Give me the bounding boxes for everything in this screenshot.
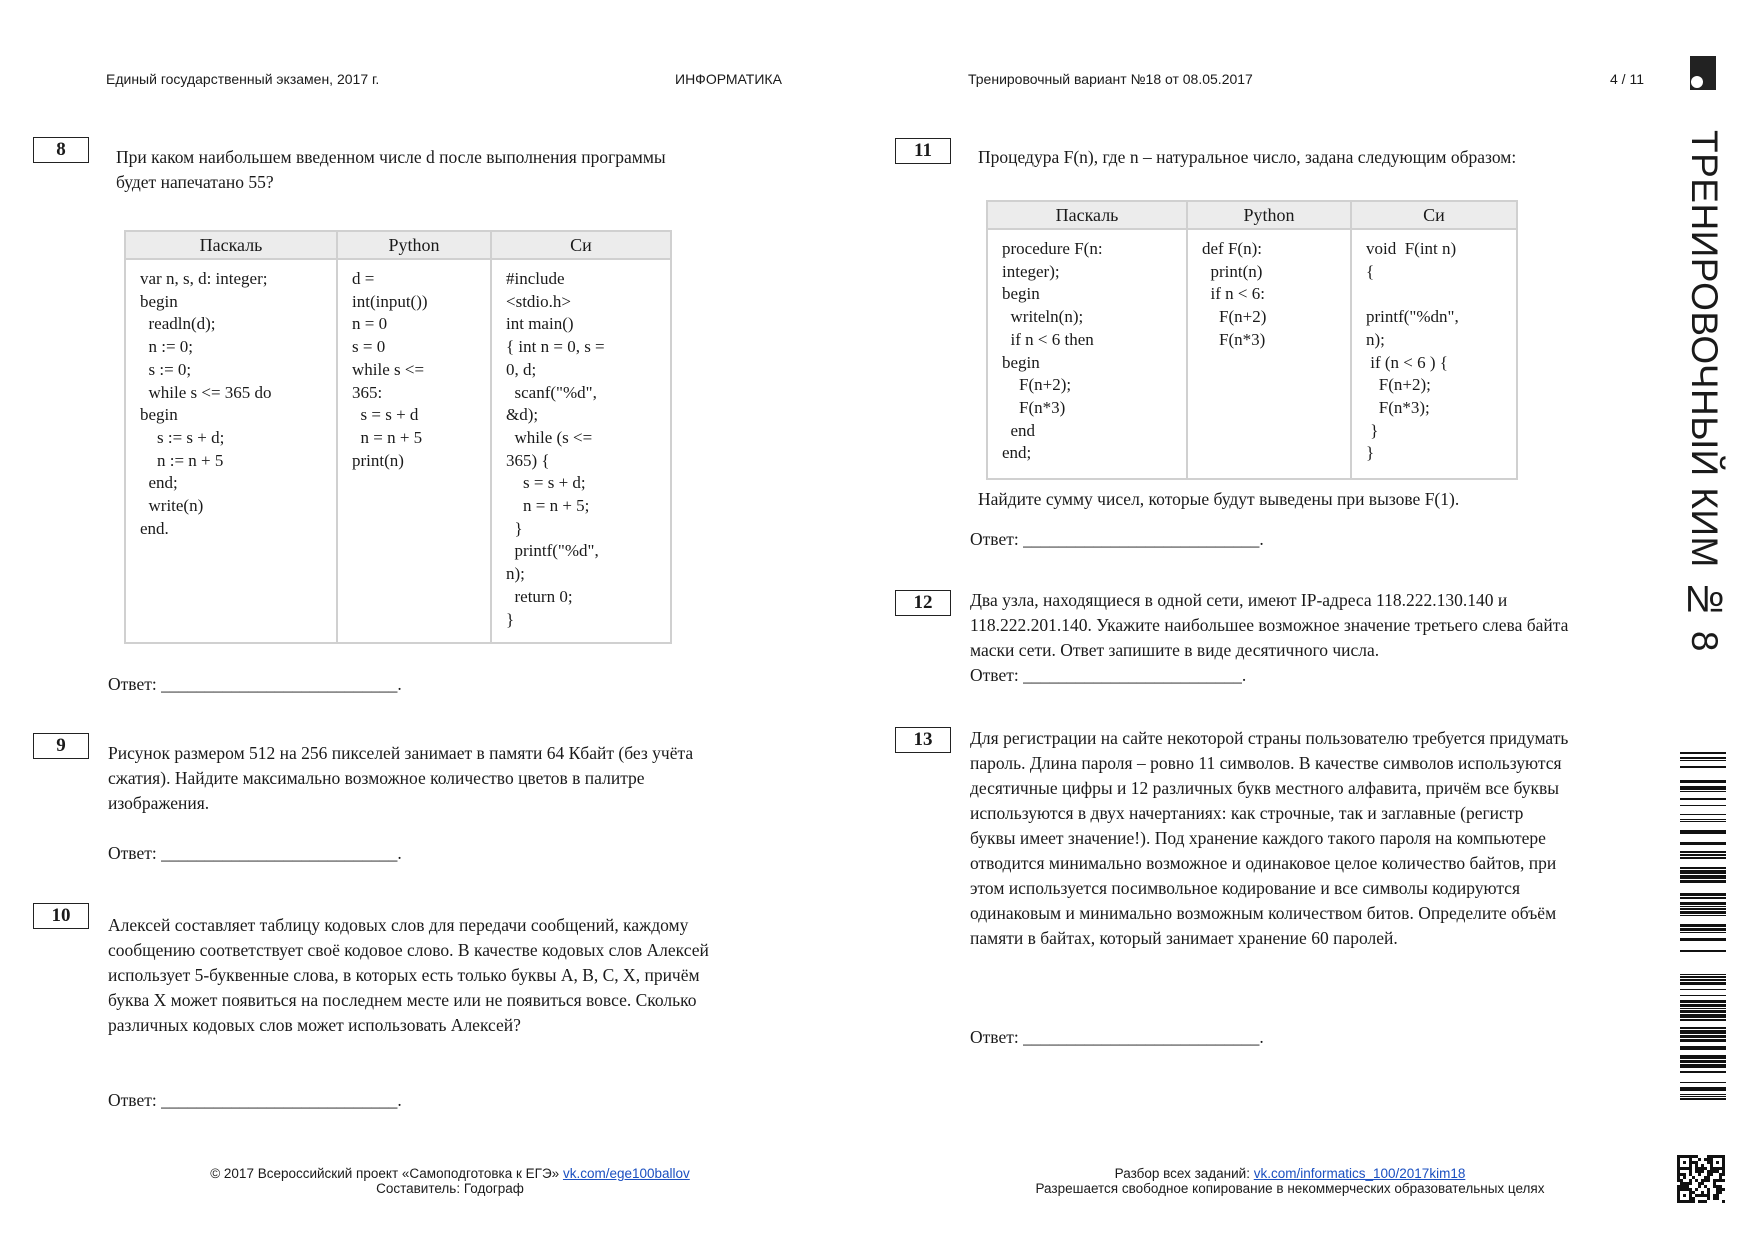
pascal-code: procedure F(n: integer); begin writeln(n); if n < 6 then begin F(n+2); F(n*3) end end; (1002, 239, 1103, 463)
question-13-text: Для регистрации на сайте некоторой страны пользователю требуется придумать пароль. Длина пароля – ровно 11 символов. В качестве символов используются десятичные цифры и 12 различных букв местного алфавита, причём все буквы используются в двух начертаниях: как строчные, так и заглавные (регистр буквы имеет значение!). Под хранение каждого такого пароля на компьютере отводится минимально возможное и одинаковое целое количество байтов, при этом используется посимвольное кодирование и все символы кодируются одинаковым и минимально возможным количеством битов. Определите объём памяти в байтах, который занимает хранение 60 паролей. (970, 728, 1569, 948)
subject-title: ИНФОРМАТИКА (675, 71, 782, 87)
side-title: ТРЕНИРОВОЧНЫЙ КИМ № 8 (1684, 130, 1725, 652)
python-code: def F(n): print(n) if n < 6: F(n+2) F(n*3) (1202, 239, 1267, 349)
question-number-13: 13 (895, 727, 951, 753)
answer-line-8[interactable]: Ответ: ___________________________. (108, 674, 402, 694)
question-8-text: При каком наибольшем введенном числе d после выполнения программы будет напечатано 55? (116, 147, 666, 192)
question-number-11: 11 (895, 138, 951, 164)
footer-author: Составитель: Годограф (376, 1181, 524, 1196)
answer-line-13[interactable]: Ответ: ___________________________. (970, 1027, 1264, 1047)
answer-line-10[interactable]: Ответ: ___________________________. (108, 1090, 402, 1110)
question-9-text: Рисунок размером 512 на 256 пикселей занимает в памяти 64 Кбайт (без учёта сжатия). Найдите максимально возможное количество цветов в палитре изображения. (108, 743, 694, 813)
question-number-10: 10 (33, 903, 89, 929)
answer-line-11[interactable]: Ответ: ___________________________. (970, 529, 1264, 549)
pascal-code: var n, s, d: integer; begin readln(d); n := 0; s := 0; while s <= 365 do begin s := s + d; n := n + 5 end; write(n) end. (140, 269, 272, 538)
page-number: 4 / 11 (1610, 71, 1644, 87)
footer-link-vk-ege[interactable]: vk.com/ege100ballov (562, 1166, 690, 1181)
question-11-text: Процедура F(n), где n – натуральное число, задана следующим образом: (978, 147, 1517, 167)
header-pascal: Паскаль (987, 201, 1187, 229)
footer-left (90, 1166, 810, 1196)
header-pascal: Паскаль (125, 231, 337, 259)
question-11-task: Найдите сумму чисел, которые будут выведены при вызове F(1). (978, 489, 1460, 509)
footer-link-vk-informatics[interactable]: vk.com/informatics_100/2017kim18 (1253, 1166, 1466, 1181)
variant-title: Тренировочный вариант №18 от 08.05.2017 (968, 71, 1253, 87)
header-python: Python (1187, 201, 1351, 229)
c-code: #include <stdio.h> int main() { int n = 0, s = 0, d; scanf("%d", &d); while (s <= 365) { s = s + d; n = n + 5; } printf("%d", n); return 0; } (506, 269, 605, 629)
question-number-8: 8 (33, 137, 89, 163)
footer-review: Разбор всех заданий: (1114, 1166, 1250, 1181)
qr-code-icon (1677, 1155, 1725, 1208)
answer-line-12[interactable]: Ответ: _________________________. (970, 665, 1247, 685)
question-number-12: 12 (895, 590, 951, 616)
footer-copyright: Разрешается свободное копирование в некоммерческих образовательных целях (1035, 1181, 1545, 1196)
footer-right (990, 1166, 1590, 1196)
exam-title: Единый государственный экзамен, 2017 г. (106, 71, 380, 87)
header-c: Си (1351, 201, 1517, 229)
logo-icon (1690, 56, 1716, 90)
header-python: Python (337, 231, 491, 259)
footer-project: © 2017 Всероссийский проект «Самоподготовка к ЕГЭ» (210, 1166, 560, 1181)
answer-line-9[interactable]: Ответ: ___________________________. (108, 843, 402, 863)
barcode-icon (1680, 752, 1726, 1107)
question-12-text: Два узла, находящиеся в одной сети, имеют IP-адреса 118.222.130.140 и 118.222.201.140. Укажите наибольшее возможное значение третьего слева байта маски сети. Ответ запишите в виде десятичного числа. (970, 590, 1569, 660)
question-8-code-table (124, 230, 672, 644)
header-c: Си (491, 231, 671, 259)
question-number-9: 9 (33, 733, 89, 759)
question-11-code-table (986, 200, 1518, 480)
python-code: d = int(input()) n = 0 s = 0 while s <= 365: s = s + d n = n + 5 print(n) (352, 269, 428, 470)
c-code: void F(int n) { printf("%dn", n); if (n < 6 ) { F(n+2); F(n*3); } } (1366, 239, 1459, 463)
question-10-text: Алексей составляет таблицу кодовых слов для передачи сообщений, каждому сообщению соответствует своё кодовое слово. В качестве кодовых слов Алексей использует 5-буквенные слова, в которых есть только буквы A, B, C, X, причём буква X может появиться на последнем месте или не появиться вовсе. Сколько различных кодовых слов может использовать Алексей? (108, 915, 709, 1035)
